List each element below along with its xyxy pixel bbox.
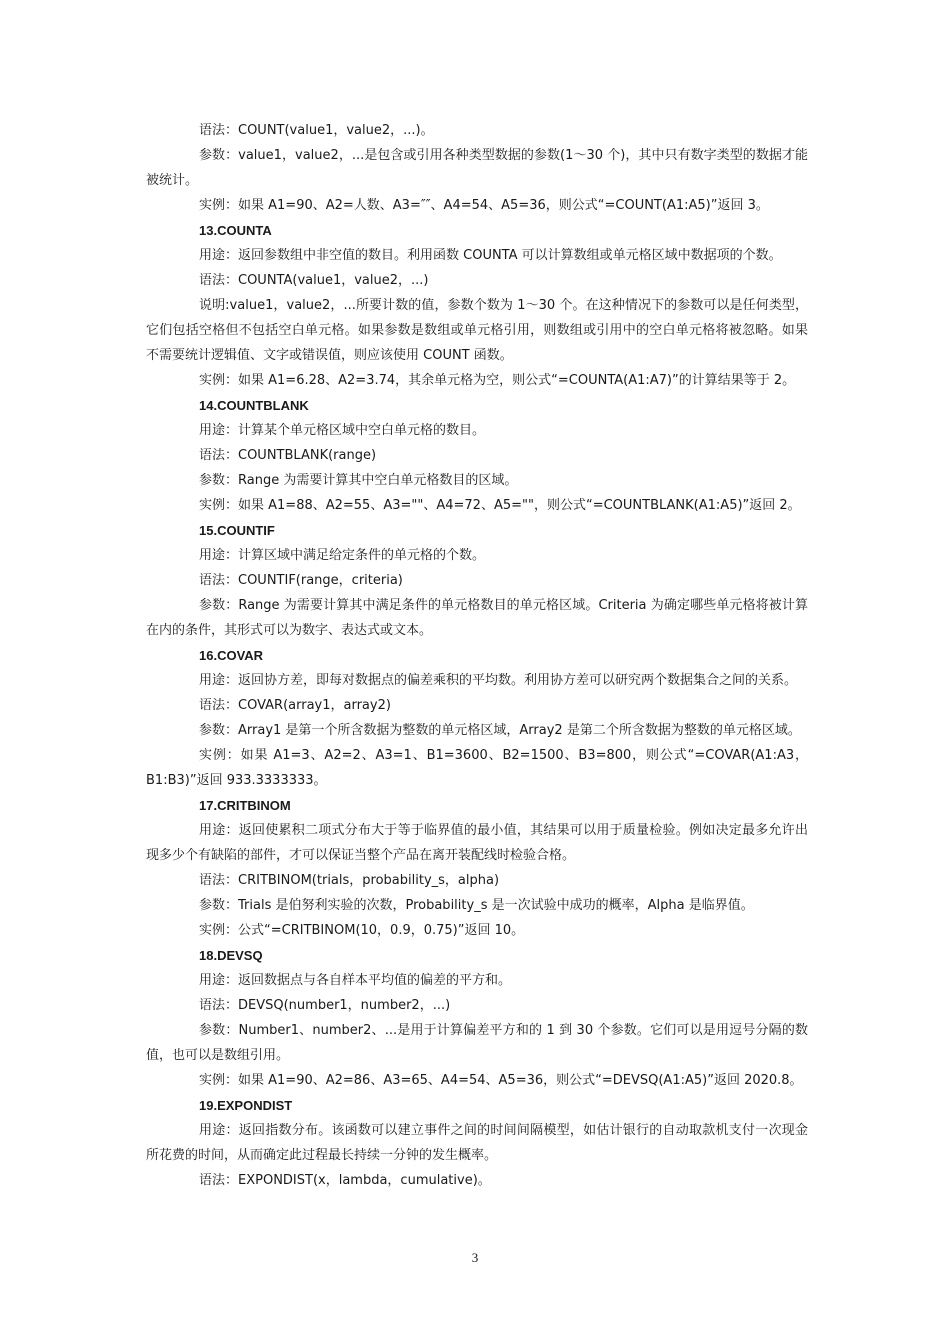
- paragraph: 用途：返回协方差，即每对数据点的偏差乘积的平均数。利用协方差可以研究两个数据集合之间的关系。: [199, 673, 798, 688]
- paragraph: 说明:value1，value2，...所要计数的值，参数个数为 1～30 个。在这种情况下的参数可以是任何类型，它们包括空格但不包括空白单元格。如果参数是数组或单元格引用，则数组或引用中的空白单元格将被忽略。如果不需要统计逻辑值、文字或错误值，则应该使用 COUNT 函数。: [146, 298, 808, 363]
- paragraph: 语法：COUNTBLANK(range): [199, 448, 377, 463]
- paragraph: 参数：Trials 是伯努利实验的次数，Probability_s 是一次试验中成功的概率，Alpha 是临界值。: [199, 898, 754, 913]
- paragraph: 用途：返回使累积二项式分布大于等于临界值的最小值，其结果可以用于质量检验。例如决定最多允许出现多少个有缺陷的部件，才可以保证当整个产品在离开装配线时检验合格。: [146, 823, 808, 863]
- section-heading: 19.EXPONDIST: [199, 1098, 293, 1113]
- section-heading: 18.DEVSQ: [199, 948, 263, 963]
- paragraph: 语法：EXPONDIST(x，lambda，cumulative)。: [199, 1173, 491, 1188]
- paragraph: 参数：Range 为需要计算其中空白单元格数目的区域。: [199, 473, 518, 488]
- paragraph: 参数：Number1、number2、...是用于计算偏差平方和的 1 到 30 个参数。它们可以是用逗号分隔的数值，也可以是数组引用。: [146, 1023, 808, 1063]
- section-heading: 13.COUNTA: [199, 223, 272, 238]
- paragraph: 参数：value1，value2，...是包含或引用各种类型数据的参数(1～30 个)，其中只有数字类型的数据才能被统计。: [146, 148, 808, 188]
- paragraph: 语法：COUNTA(value1，value2，...): [199, 273, 429, 288]
- paragraph: 用途：返回参数组中非空值的数目。利用函数 COUNTA 可以计算数组或单元格区域中数据项的个数。: [199, 248, 782, 263]
- paragraph: 用途：返回数据点与各自样本平均值的偏差的平方和。: [199, 973, 512, 988]
- paragraph: 实例：如果 A1=88、A2=55、A3=""、A4=72、A5=""，则公式“=COUNTBLANK(A1:A5)”返回 2。: [199, 498, 801, 513]
- paragraph: 语法：CRITBINOM(trials，probability_s，alpha): [199, 873, 500, 888]
- section-heading: 16.COVAR: [199, 648, 264, 663]
- paragraph: 语法：COUNT(value1，value2，...)。: [199, 123, 434, 138]
- paragraph: 语法：DEVSQ(number1，number2，...): [199, 998, 451, 1013]
- paragraph: 实例：如果 A1=6.28、A2=3.74，其余单元格为空，则公式“=COUNTA(A1:A7)”的计算结果等于 2。: [199, 373, 796, 388]
- paragraph: 用途：返回指数分布。该函数可以建立事件之间的时间间隔模型，如估计银行的自动取款机支付一次现金所花费的时间，从而确定此过程最长持续一分钟的发生概率。: [146, 1123, 808, 1163]
- paragraph: 实例：如果 A1=3、A2=2、A3=1、B1=3600、B2=1500、B3=800，则公式“=COVAR(A1:A3，B1:B3)”返回 933.3333333。: [146, 748, 808, 788]
- paragraph: 参数：Array1 是第一个所含数据为整数的单元格区域，Array2 是第二个所含数据为整数的单元格区域。: [199, 723, 801, 738]
- page-number: 3: [471, 1250, 479, 1265]
- document-body: [146, 118, 808, 1193]
- paragraph: 实例：如果 A1=90、A2=86、A3=65、A4=54、A5=36，则公式“=DEVSQ(A1:A5)”返回 2020.8。: [199, 1073, 803, 1088]
- section-heading: 15.COUNTIF: [199, 523, 275, 538]
- paragraph: 用途：计算区域中满足给定条件的单元格的个数。: [199, 548, 486, 563]
- paragraph: 实例：如果 A1=90、A2=人数、A3=″″、A4=54、A5=36，则公式“=COUNT(A1:A5)”返回 3。: [199, 198, 769, 213]
- paragraph: 实例：公式“=CRITBINOM(10，0.9，0.75)”返回 10。: [199, 923, 525, 938]
- section-heading: 17.CRITBINOM: [199, 798, 291, 813]
- paragraph: 参数：Range 为需要计算其中满足条件的单元格数目的单元格区域。Criteria 为确定哪些单元格将被计算在内的条件，其形式可以为数字、表达式或文本。: [146, 598, 808, 638]
- section-heading: 14.COUNTBLANK: [199, 398, 309, 413]
- paragraph: 语法：COVAR(array1，array2): [199, 698, 391, 713]
- paragraph: 用途：计算某个单元格区域中空白单元格的数目。: [199, 423, 486, 438]
- paragraph: 语法：COUNTIF(range，criteria): [199, 573, 403, 588]
